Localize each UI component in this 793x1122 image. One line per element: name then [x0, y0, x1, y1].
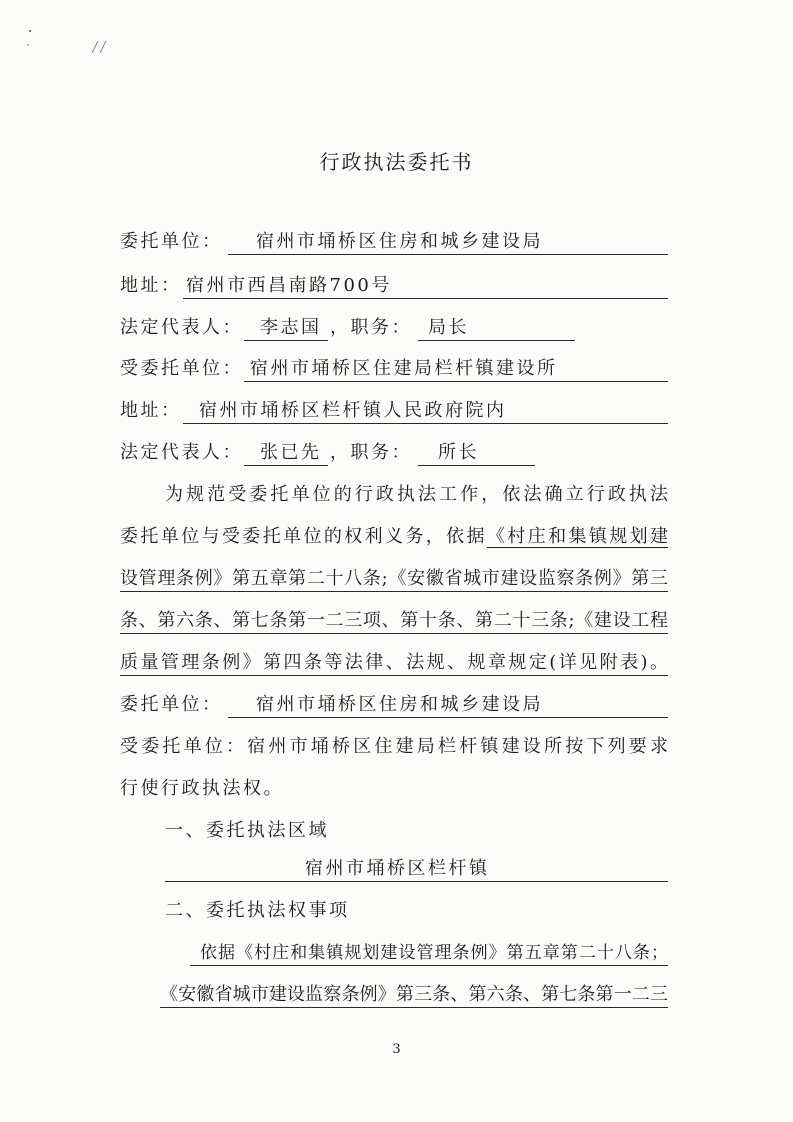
- entrustee-value: 宿州市埇桥区住建局栏杆镇建设所: [244, 356, 668, 382]
- purpose-line-4: 条、第六条、第七条第一二三项、第十条、第二十三条;《建设工程: [120, 608, 668, 634]
- entrustor-address-label: 地址：: [120, 275, 182, 296]
- purpose-line-5: 质量管理条例》第四条等法律、法规、规章规定(详见附表)。: [120, 650, 668, 676]
- purpose-line-2-text: 委托单位与受委托单位的权利义务，依据: [120, 526, 487, 547]
- section-1-area: 宿州市埇桥区栏杆镇: [165, 856, 668, 882]
- section-2-line-2: 《安徽省城市建设监察条例》第三条、第六条、第七条第一二三: [160, 982, 668, 1008]
- entrustor-value: 宿州市埇桥区住房和城乡建设局: [228, 229, 668, 255]
- entrustee-clause-line-1: 受委托单位：宿州市埇桥区住建局栏杆镇建设所按下列要求: [120, 736, 668, 757]
- entrustor-position-value: 局长: [418, 315, 575, 341]
- section-2-heading: 二、委托执法权事项: [165, 900, 350, 921]
- purpose-line-1: 为规范受委托单位的行政执法工作，依法确立行政执法: [165, 484, 668, 505]
- purpose-line-2: [120, 524, 668, 550]
- entrustee-position-value: 所长: [418, 440, 535, 466]
- entrustor-restated-value: 宿州市埇桥区住房和城乡建设局: [228, 692, 668, 718]
- entrustee-representative-name: 张已先: [244, 440, 328, 466]
- entrustor-representative-name: 李志国: [244, 315, 328, 341]
- entrustor-representative-label: 法定代表人：: [120, 317, 243, 338]
- entrustor-restated-label: 委托单位：: [120, 694, 223, 715]
- scan-artifact: [20, 25, 120, 65]
- entrustee-address-label: 地址：: [120, 400, 182, 421]
- entrustor-address-value: 宿州市西昌南路700号: [183, 273, 668, 299]
- purpose-line-3: 设管理条例》第五章第二十八条;《安徽省城市建设监察条例》第三: [120, 566, 668, 592]
- section-2-line-1: 依据《村庄和集镇规划建设管理条例》第五章第二十八条；: [190, 940, 668, 966]
- purpose-line-2-underlined: 《村庄和集镇规划建: [486, 526, 668, 547]
- entrustor-label: 委托单位：: [120, 231, 223, 252]
- entrustee-address-value: 宿州市埇桥区栏杆镇人民政府院内: [183, 398, 668, 424]
- entrustee-label: 受委托单位：: [120, 358, 243, 379]
- page-number: 3: [392, 1042, 401, 1057]
- entrustee-position-label: ，职务：: [330, 442, 412, 463]
- entrustee-representative-label: 法定代表人：: [120, 442, 243, 463]
- entrustor-position-label: ，职务：: [330, 317, 412, 338]
- section-1-heading: 一、委托执法区域: [165, 820, 329, 841]
- document-title: 行政执法委托书: [319, 150, 474, 174]
- entrustee-clause-line-2: 行使行政执法权。: [120, 778, 284, 799]
